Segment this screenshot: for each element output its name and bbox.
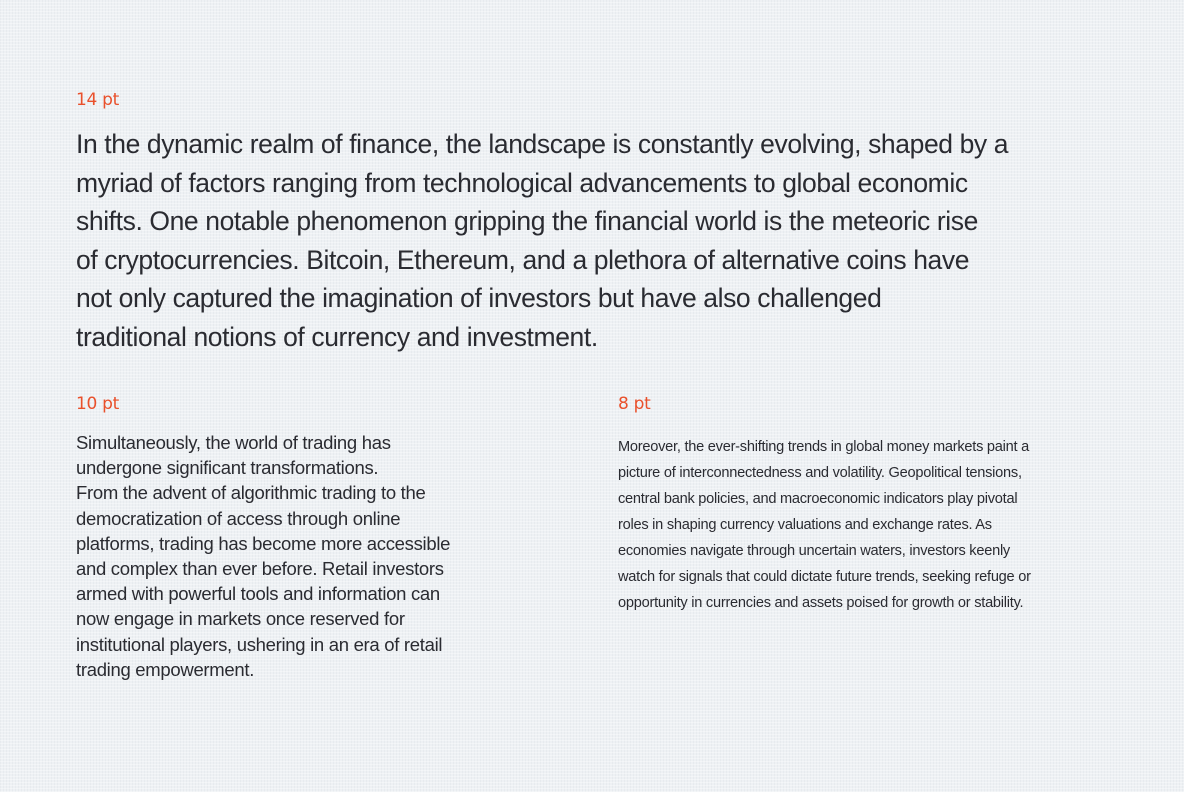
paragraph-line: now engage in markets once reserved for xyxy=(76,608,405,630)
paragraph-line: shifts. One notable phenomenon gripping the financial world is the meteoric rise xyxy=(76,206,978,236)
paragraph-line: picture of interconnectedness and volatility. Geopolitical tensions, xyxy=(618,465,1022,481)
paragraph-line: democratization of access through online xyxy=(76,507,401,529)
sample-paragraph-8pt xyxy=(618,434,1118,616)
paragraph-line: traditional notions of currency and investment. xyxy=(76,321,598,352)
paragraph-line: Simultaneously, the world of trading has xyxy=(76,432,391,453)
size-label-8pt: 8 pt xyxy=(618,394,651,414)
paragraph-line: economies navigate through uncertain waters, investors keenly xyxy=(618,543,1010,559)
paragraph-line: roles in shaping currency valuations and exchange rates. As xyxy=(618,517,992,533)
paragraph-line: not only captured the imagination of investors but have also challenged xyxy=(76,283,882,313)
paragraph-line: opportunity in currencies and assets poised for growth or stability. xyxy=(618,595,1024,611)
paragraph-line: and complex than ever before. Retail investors xyxy=(76,558,444,580)
paragraph-line: central bank policies, and macroeconomic indicators play pivotal xyxy=(618,491,1018,507)
paragraph-line: In the dynamic realm of finance, the landscape is constantly evolving, shaped by a xyxy=(76,129,1009,159)
paragraph-line: Moreover, the ever-shifting trends in global money markets paint a xyxy=(618,439,1029,455)
paragraph-line: watch for signals that could dictate future trends, seeking refuge or xyxy=(618,569,1031,585)
paragraph-line: From the advent of algorithmic trading to the xyxy=(76,482,426,504)
sample-paragraph-14pt xyxy=(76,125,1126,356)
paragraph-line: institutional players, ushering in an era of retail xyxy=(76,633,443,655)
paragraph-line: undergone significant transformations. xyxy=(76,457,379,479)
paragraph-line: trading empowerment. xyxy=(76,658,255,680)
paragraph-line: armed with powerful tools and information can xyxy=(76,583,440,605)
size-label-10pt: 10 pt xyxy=(76,394,119,414)
sample-paragraph-10pt xyxy=(76,430,546,682)
paragraph-line: myriad of factors ranging from technological advancements to global economic xyxy=(76,167,968,198)
size-label-14pt: 14 pt xyxy=(76,90,119,110)
paragraph-line: of cryptocurrencies. Bitcoin, Ethereum, and a plethora of alternative coins have xyxy=(76,244,970,275)
paragraph-line: platforms, trading has become more accessible xyxy=(76,532,451,554)
